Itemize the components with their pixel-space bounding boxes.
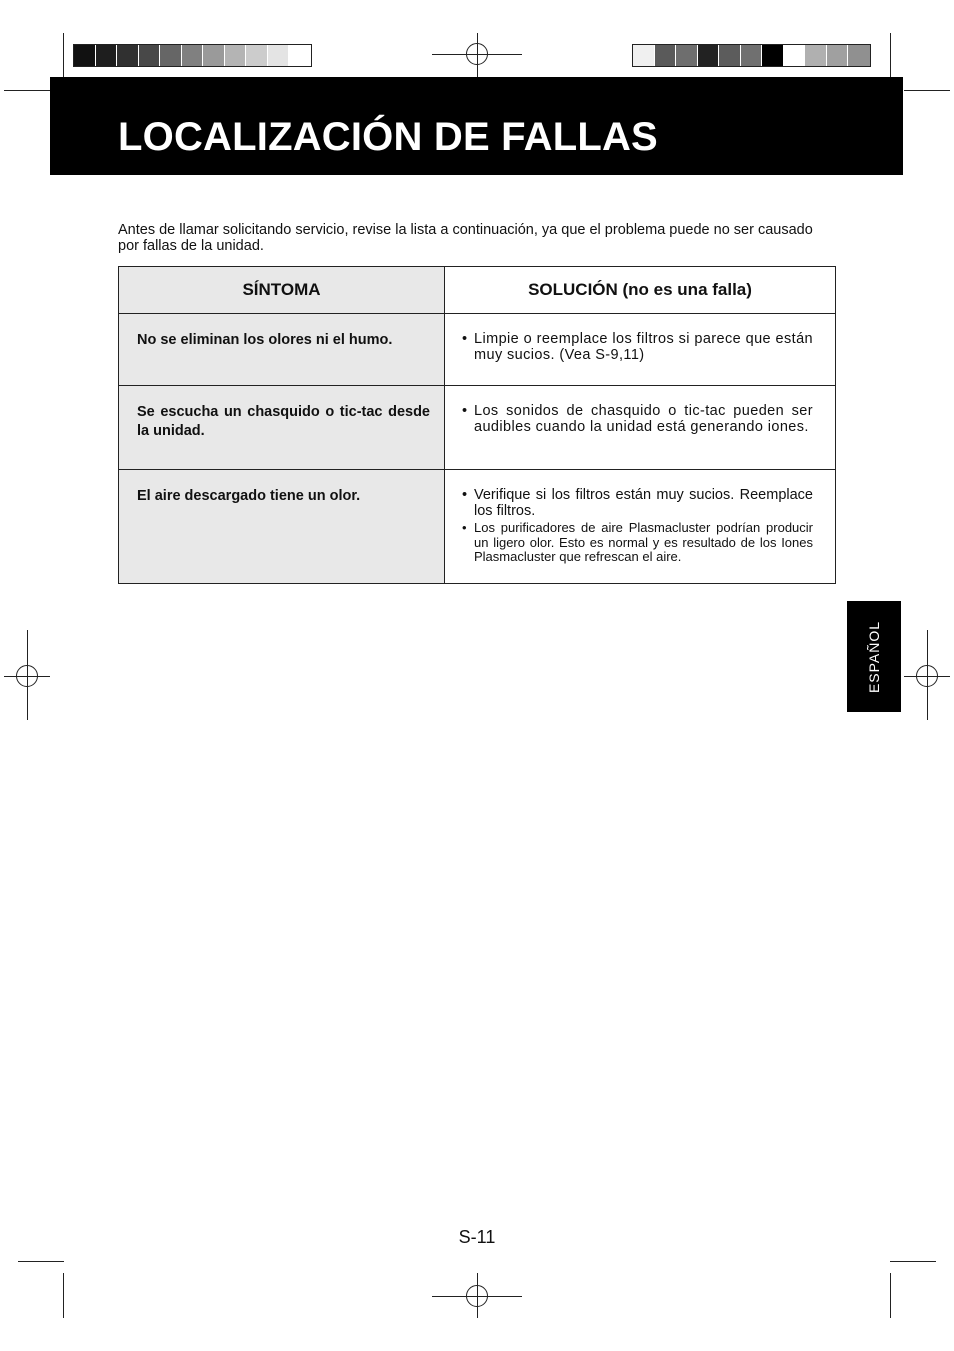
color-swatch: [741, 45, 763, 66]
solution-cell: [445, 314, 836, 386]
title-band: [50, 77, 903, 175]
color-swatch: [96, 45, 118, 66]
color-swatch: [289, 45, 311, 66]
color-swatch: [225, 45, 247, 66]
solution-item: • Limpie o reemplace los filtros si parece que están muy sucios. (Vea S-9,11): [462, 331, 813, 363]
header-solution: SOLUCIÓN (no es una falla): [445, 267, 836, 314]
color-swatch: [203, 45, 225, 66]
color-swatch: [74, 45, 96, 66]
color-swatch: [805, 45, 827, 66]
solution-item: • Los sonidos de chasquido o tic-tac pueden ser audibles cuando la unidad está generando iones.: [462, 403, 813, 435]
symptom-cell: [119, 470, 445, 584]
crop-mark: [63, 33, 64, 78]
solution-cell: [445, 386, 836, 470]
crop-mark: [890, 33, 891, 78]
page-title: LOCALIZACIÓN DE FALLAS: [118, 115, 658, 159]
color-swatch: [182, 45, 204, 66]
registration-mark-circle: [16, 665, 38, 687]
solution-item: • Verifique si los filtros están muy sucios. Reemplace los filtros.: [462, 487, 813, 519]
color-swatch: [676, 45, 698, 66]
color-bar-right: [632, 44, 871, 67]
symptom-text: Se escucha un chasquido o tic-tac desde la unidad.: [137, 404, 430, 439]
solution-list: [445, 314, 835, 363]
color-swatch: [160, 45, 182, 66]
registration-mark-circle: [466, 43, 488, 65]
solution-list: [445, 470, 835, 565]
symptom-cell: [119, 314, 445, 386]
crop-mark: [890, 1273, 891, 1318]
color-swatch: [268, 45, 290, 66]
color-swatch: [719, 45, 741, 66]
color-swatch: [655, 45, 677, 66]
registration-mark-circle: [916, 665, 938, 687]
table-row: [119, 314, 836, 386]
crop-mark: [63, 1273, 64, 1318]
color-swatch: [139, 45, 161, 66]
color-swatch: [848, 45, 870, 66]
language-tab: [847, 601, 901, 712]
symptom-text: El aire descargado tiene un olor.: [137, 488, 361, 504]
table-row: [119, 386, 836, 470]
page-number: S-11: [458, 1227, 496, 1247]
crop-mark: [904, 90, 950, 91]
troubleshooting-table: [118, 266, 836, 584]
color-swatch: [827, 45, 849, 66]
color-swatch: [698, 45, 720, 66]
crop-mark: [4, 90, 50, 91]
color-swatch: [117, 45, 139, 66]
symptom-cell: [119, 386, 445, 470]
symptom-text: No se eliminan los olores ni el humo.: [137, 332, 393, 348]
header-symptom: SÍNTOMA: [119, 267, 445, 314]
intro-paragraph: Antes de llamar solicitando servicio, revise la lista a continuación, ya que el problema puede no ser causado por fallas de la unidad.: [118, 222, 813, 254]
color-bar-left: [73, 44, 312, 67]
registration-mark-circle: [466, 1285, 488, 1307]
solution-item: • Los purificadores de aire Plasmacluster podrían producir un ligero olor. Esto es normal y es resultado de los Iones Plasmacluster que refrescan el aire.: [462, 521, 813, 565]
table-row: [119, 470, 836, 584]
solution-list: [445, 386, 835, 435]
color-swatch: [633, 45, 655, 66]
solution-cell: [445, 470, 836, 584]
color-swatch: [246, 45, 268, 66]
color-swatch: [762, 45, 784, 66]
language-tab-label: ESPAÑOL: [866, 620, 882, 693]
crop-mark: [890, 1261, 936, 1262]
crop-mark: [18, 1261, 64, 1262]
color-swatch: [784, 45, 806, 66]
